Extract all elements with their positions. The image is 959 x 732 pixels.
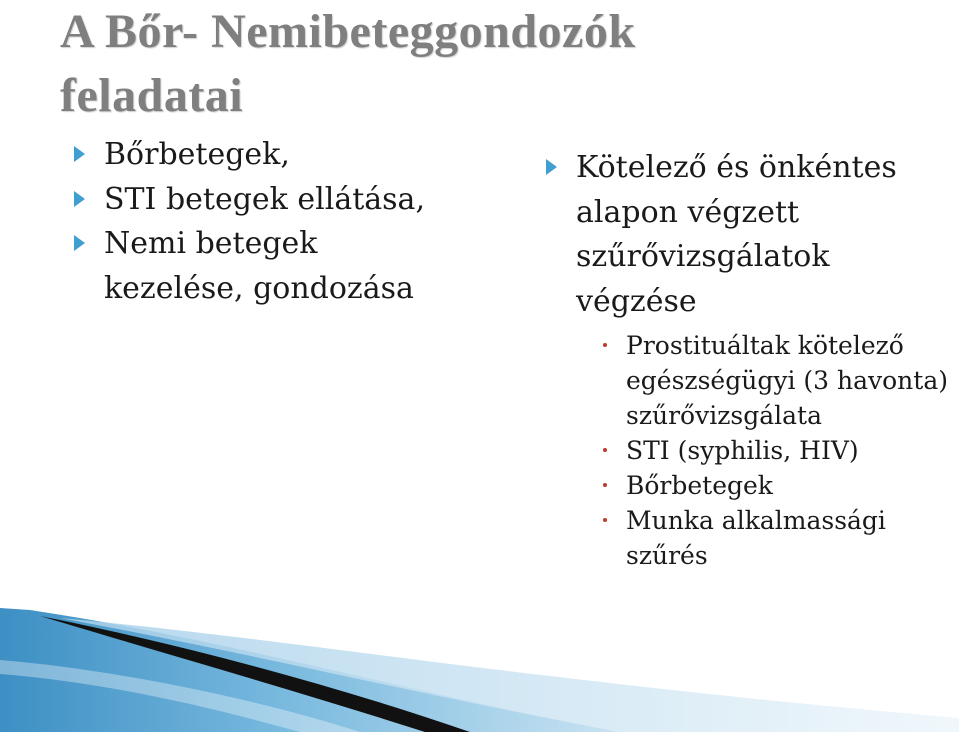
- bullet-text: Nemi betegek: [104, 226, 318, 261]
- arrow-bullet-icon: [74, 235, 85, 251]
- bullet-item: [74, 133, 534, 178]
- bullet-item: [546, 146, 956, 324]
- sub-bullet-text: egészségügyi (3 havonta): [626, 366, 948, 395]
- sub-bullet-list: [599, 328, 959, 573]
- left-bullet-list: [74, 133, 534, 311]
- dot-bullet-icon: [603, 343, 607, 347]
- slide-title: [60, 0, 940, 128]
- sub-bullet-text: Prostituáltak kötelező: [626, 331, 904, 360]
- arrow-bullet-icon: [74, 146, 85, 162]
- sub-bullet-item: [599, 328, 959, 433]
- sub-bullet-text: szűrés: [626, 541, 708, 570]
- bullet-item: [74, 178, 534, 223]
- sub-bullet-item: [599, 433, 959, 468]
- sub-bullet-text: Bőrbetegek: [626, 471, 773, 500]
- bullet-text: végzése: [576, 283, 697, 319]
- bullet-text: szűrővizsgálatok: [576, 239, 830, 274]
- sub-bullet-text: STI (syphilis, HIV): [626, 436, 859, 465]
- title-line-1: A Bőr- Nemibeteggondozók: [60, 5, 636, 58]
- sub-bullet-text: szűrővizsgálata: [626, 401, 822, 430]
- arrow-bullet-icon: [546, 159, 557, 175]
- bullet-text: alapon végzett: [576, 194, 800, 230]
- title-line-2: feladatai: [60, 69, 244, 122]
- sub-bullet-item: [599, 503, 959, 573]
- bullet-text: Kötelező és önkéntes: [576, 150, 897, 185]
- dot-bullet-icon: [603, 448, 607, 452]
- bullet-text: kezelése, gondozása: [104, 270, 414, 306]
- dot-bullet-icon: [603, 518, 607, 522]
- arrow-bullet-icon: [74, 191, 85, 207]
- sub-bullet-item: [599, 468, 959, 503]
- decorative-swoosh: [0, 600, 959, 732]
- bullet-item: [74, 222, 534, 311]
- right-bullet-list: [546, 146, 956, 573]
- dot-bullet-icon: [603, 483, 607, 487]
- sub-bullet-text: Munka alkalmassági: [626, 506, 886, 535]
- bullet-text: STI betegek ellátása,: [104, 181, 425, 217]
- bullet-text: Bőrbetegek,: [104, 137, 290, 172]
